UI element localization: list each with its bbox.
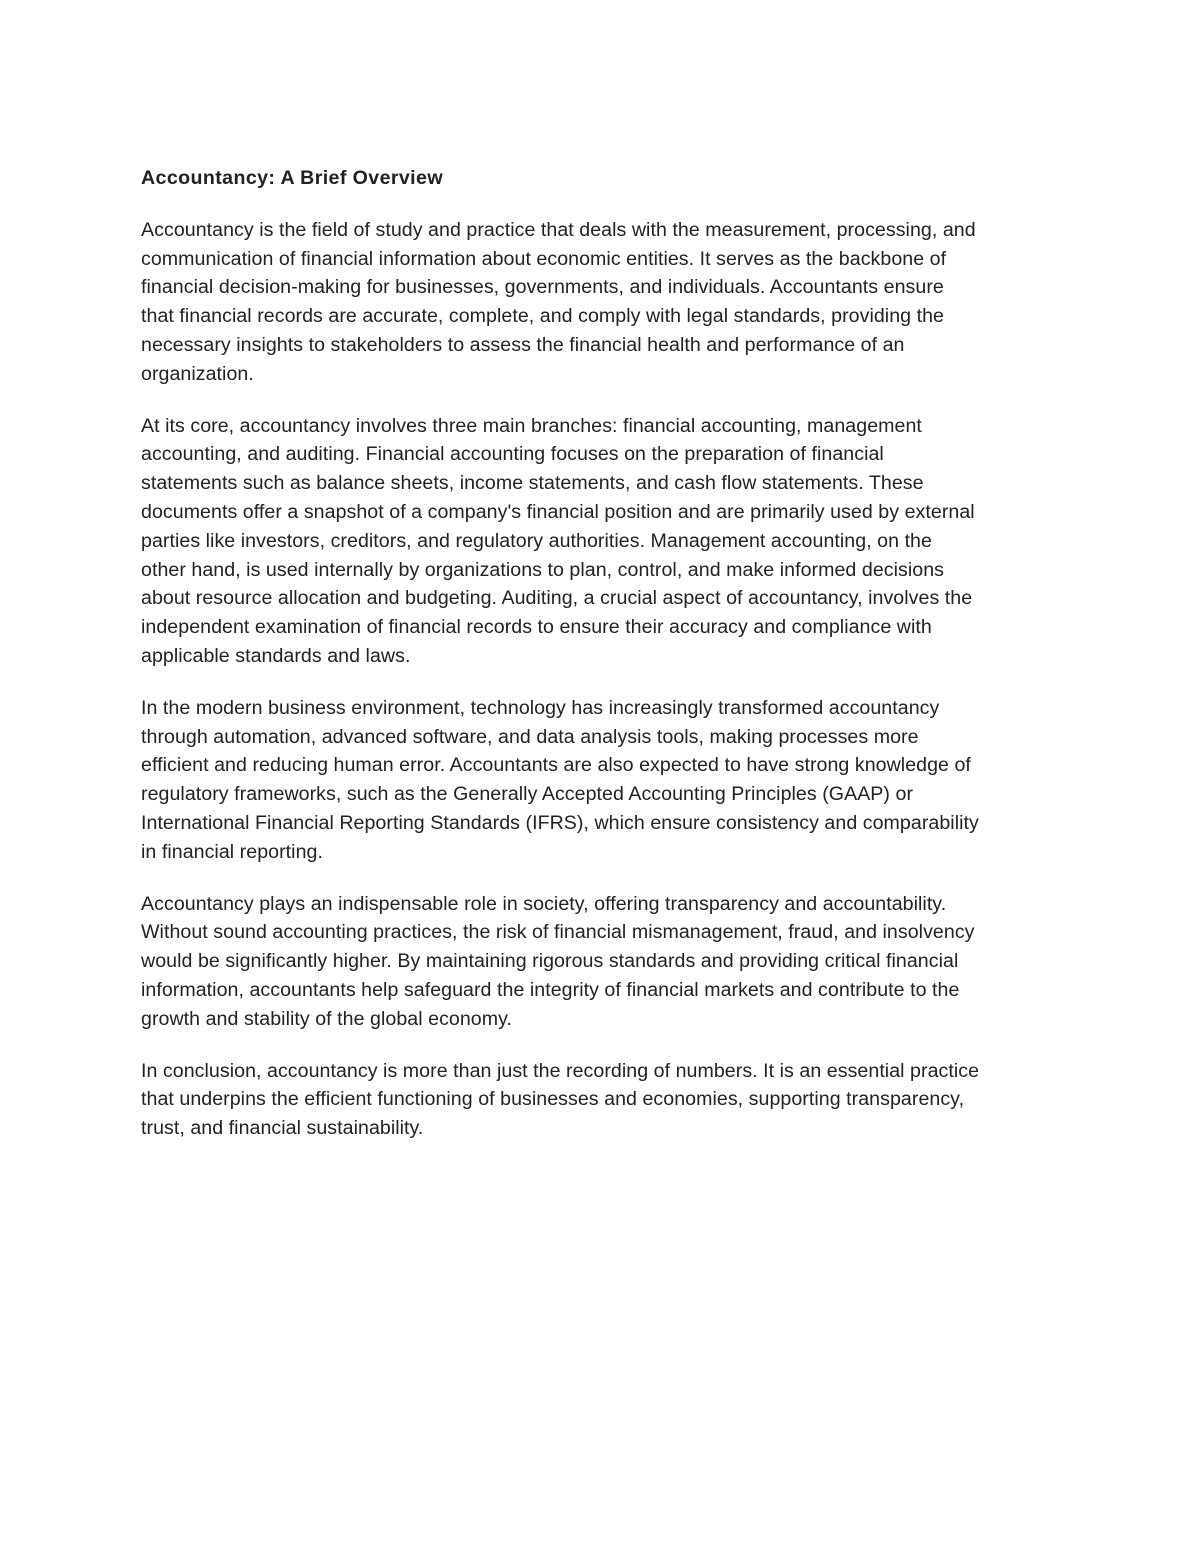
document-body	[141, 164, 1066, 1166]
paragraph-line: about resource allocation and budgeting. Auditing, a crucial aspect of accountancy, involves the	[141, 587, 973, 610]
document-title: Accountancy: A Brief Overview	[141, 167, 443, 189]
paragraph-4	[141, 890, 1066, 1034]
paragraph-2	[141, 412, 1066, 671]
paragraph-line: Accountancy plays an indispensable role in society, offering transparency and accountability.	[141, 892, 947, 915]
paragraph-line: In the modern business environment, technology has increasingly transformed accountancy	[141, 696, 940, 719]
paragraph-line: documents offer a snapshot of a company's financial position and are primarily used by external	[141, 500, 975, 523]
paragraph-line: statements such as balance sheets, income statements, and cash flow statements. These	[141, 472, 924, 495]
paragraph-line: efficient and reducing human error. Accountants are also expected to have strong knowledge of	[141, 754, 971, 777]
paragraph-line: accounting, and auditing. Financial accounting focuses on the preparation of financial	[141, 443, 884, 466]
paragraph-line: would be significantly higher. By maintaining rigorous standards and providing critical financial	[141, 950, 959, 973]
paragraph-line: Without sound accounting practices, the risk of financial mismanagement, fraud, and insolvency	[141, 921, 975, 944]
paragraph-line: In conclusion, accountancy is more than just the recording of numbers. It is an essential practice	[141, 1059, 980, 1082]
paragraph-line: organization.	[141, 362, 254, 385]
paragraph-line: through automation, advanced software, and data analysis tools, making processes more	[141, 725, 919, 748]
paragraph-1	[141, 216, 1066, 389]
paragraph-line: applicable standards and laws.	[141, 644, 411, 667]
paragraph-line: At its core, accountancy involves three main branches: financial accounting, management	[141, 414, 922, 437]
paragraph-line: International Financial Reporting Standards (IFRS), which ensure consistency and comparability	[141, 811, 979, 834]
paragraph-line: information, accountants help safeguard the integrity of financial markets and contribute to the	[141, 978, 960, 1001]
paragraph-line: independent examination of financial records to ensure their accuracy and compliance with	[141, 616, 932, 639]
paragraph-line: necessary insights to stakeholders to assess the financial health and performance of an	[141, 333, 905, 356]
paragraph-line: Accountancy is the field of study and practice that deals with the measurement, processing, and	[141, 218, 976, 241]
paragraph-line: parties like investors, creditors, and regulatory authorities. Management accounting, on the	[141, 529, 932, 552]
paragraph-5	[141, 1057, 1066, 1143]
paragraph-line: trust, and financial sustainability.	[141, 1117, 424, 1140]
paragraph-line: that financial records are accurate, complete, and comply with legal standards, providing the	[141, 305, 944, 328]
paragraph-line: that underpins the efficient functioning of businesses and economies, supporting transparency,	[141, 1088, 965, 1111]
paragraph-line: other hand, is used internally by organizations to plan, control, and make informed decisions	[141, 558, 945, 581]
paragraph-line: communication of financial information about economic entities. It serves as the backbone of	[141, 247, 947, 270]
paragraph-line: growth and stability of the global economy.	[141, 1007, 513, 1030]
paragraph-3	[141, 694, 1066, 867]
paragraph-line: in financial reporting.	[141, 840, 323, 863]
paragraph-line: regulatory frameworks, such as the Generally Accepted Accounting Principles (GAAP) or	[141, 783, 914, 806]
paragraph-line: financial decision-making for businesses, governments, and individuals. Accountants ensure	[141, 276, 944, 299]
